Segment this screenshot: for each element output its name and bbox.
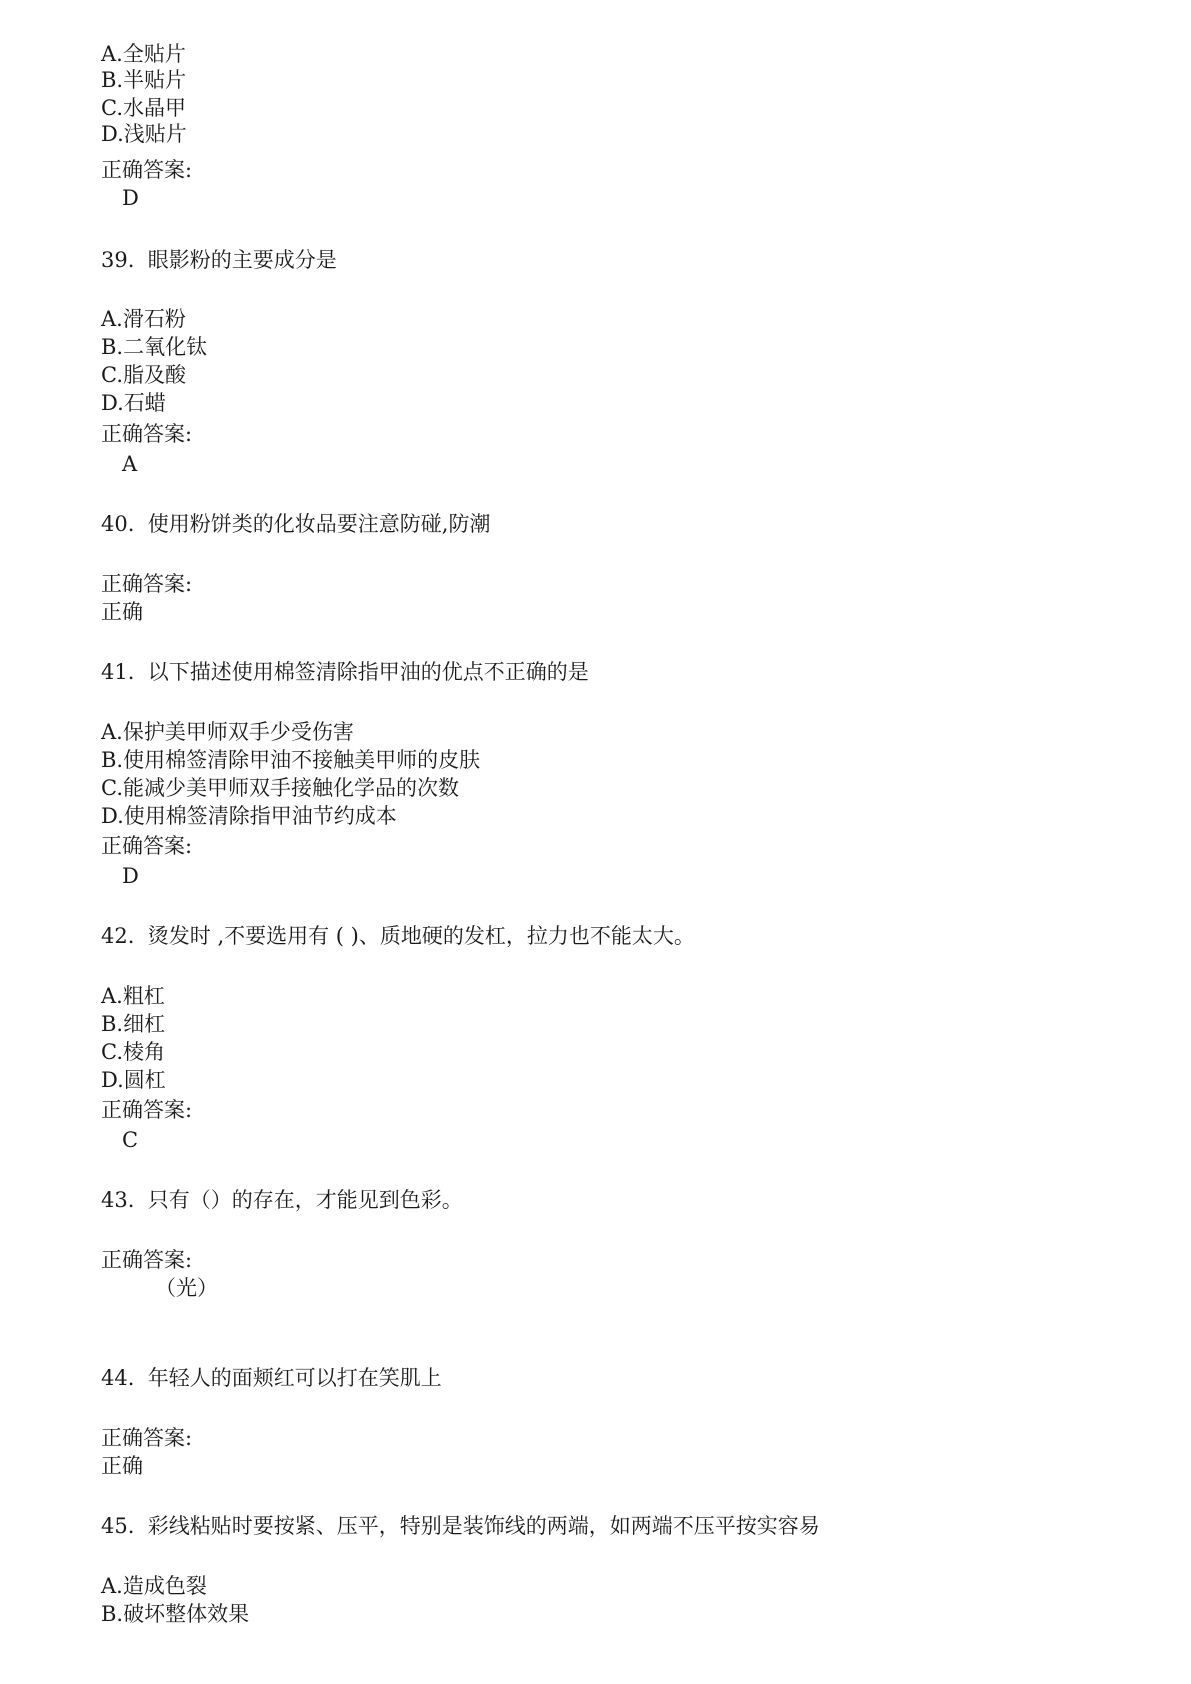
question-number: 43. bbox=[101, 1188, 135, 1212]
option-c: C.脂及酸 bbox=[101, 363, 186, 387]
option-a: A.滑石粉 bbox=[101, 307, 186, 331]
option-a: A.全贴片 bbox=[101, 42, 186, 66]
option-b: B.半贴片 bbox=[101, 68, 187, 92]
option-a: A.保护美甲师双手少受伤害 bbox=[101, 720, 354, 744]
answer-label: 正确答案: bbox=[101, 1248, 193, 1272]
answer-value: （光） bbox=[155, 1276, 218, 1300]
option-c: C.水晶甲 bbox=[101, 96, 186, 120]
option-c: C.棱角 bbox=[101, 1040, 165, 1064]
question-number: 40. bbox=[101, 512, 135, 536]
question-text: 彩线粘贴时要按紧、压平，特别是装饰线的两端，如两端不压平按实容易 bbox=[147, 1514, 820, 1538]
option-d: D.浅贴片 bbox=[101, 122, 187, 146]
answer-value: 正确 bbox=[101, 1454, 143, 1478]
option-d: D.石蜡 bbox=[101, 391, 166, 415]
question-stem bbox=[101, 658, 589, 686]
question-stem bbox=[101, 1186, 463, 1214]
question-stem bbox=[101, 1364, 442, 1392]
option-b: B.二氧化钛 bbox=[101, 335, 208, 359]
option-c: C.能减少美甲师双手接触化学品的次数 bbox=[101, 776, 459, 800]
question-stem bbox=[101, 1512, 820, 1540]
option-b: B.细杠 bbox=[101, 1012, 166, 1036]
answer-value: D bbox=[122, 864, 139, 888]
answer-label: 正确答案: bbox=[101, 1426, 193, 1450]
answer-label: 正确答案: bbox=[101, 572, 193, 596]
option-d: D.使用棉签清除指甲油节约成本 bbox=[101, 804, 397, 828]
answer-label: 正确答案: bbox=[101, 158, 193, 182]
option-b: B.破坏整体效果 bbox=[101, 1602, 250, 1626]
question-number: 44. bbox=[101, 1366, 135, 1390]
question-text: 只有（）的存在，才能见到色彩。 bbox=[147, 1188, 463, 1212]
answer-label: 正确答案: bbox=[101, 422, 193, 446]
answer-label: 正确答案: bbox=[101, 834, 193, 858]
question-text: 年轻人的面颊红可以打在笑肌上 bbox=[147, 1366, 442, 1390]
question-number: 45. bbox=[101, 1514, 135, 1538]
question-stem bbox=[101, 510, 490, 538]
option-b: B.使用棉签清除甲油不接触美甲师的皮肤 bbox=[101, 748, 481, 772]
answer-label: 正确答案: bbox=[101, 1098, 193, 1122]
option-a: A.粗杠 bbox=[101, 984, 165, 1008]
question-text: 眼影粉的主要成分是 bbox=[147, 248, 337, 272]
answer-value: A bbox=[122, 452, 138, 476]
question-stem bbox=[101, 246, 337, 274]
answer-value: D bbox=[122, 186, 139, 210]
question-number: 42. bbox=[101, 924, 135, 948]
answer-value: 正确 bbox=[101, 600, 143, 624]
question-number: 41. bbox=[101, 660, 135, 684]
answer-value: C bbox=[122, 1128, 139, 1152]
option-a: A.造成色裂 bbox=[101, 1574, 207, 1598]
question-text: 烫发时 ,不要选用有 ( )、质地硬的发杠，拉力也不能太大。 bbox=[147, 924, 695, 948]
question-number: 39. bbox=[101, 248, 135, 272]
question-stem bbox=[101, 922, 695, 950]
option-d: D.圆杠 bbox=[101, 1068, 166, 1092]
question-text: 以下描述使用棉签清除指甲油的优点不正确的是 bbox=[147, 660, 589, 684]
question-text: 使用粉饼类的化妆品要注意防碰,防潮 bbox=[147, 512, 491, 536]
